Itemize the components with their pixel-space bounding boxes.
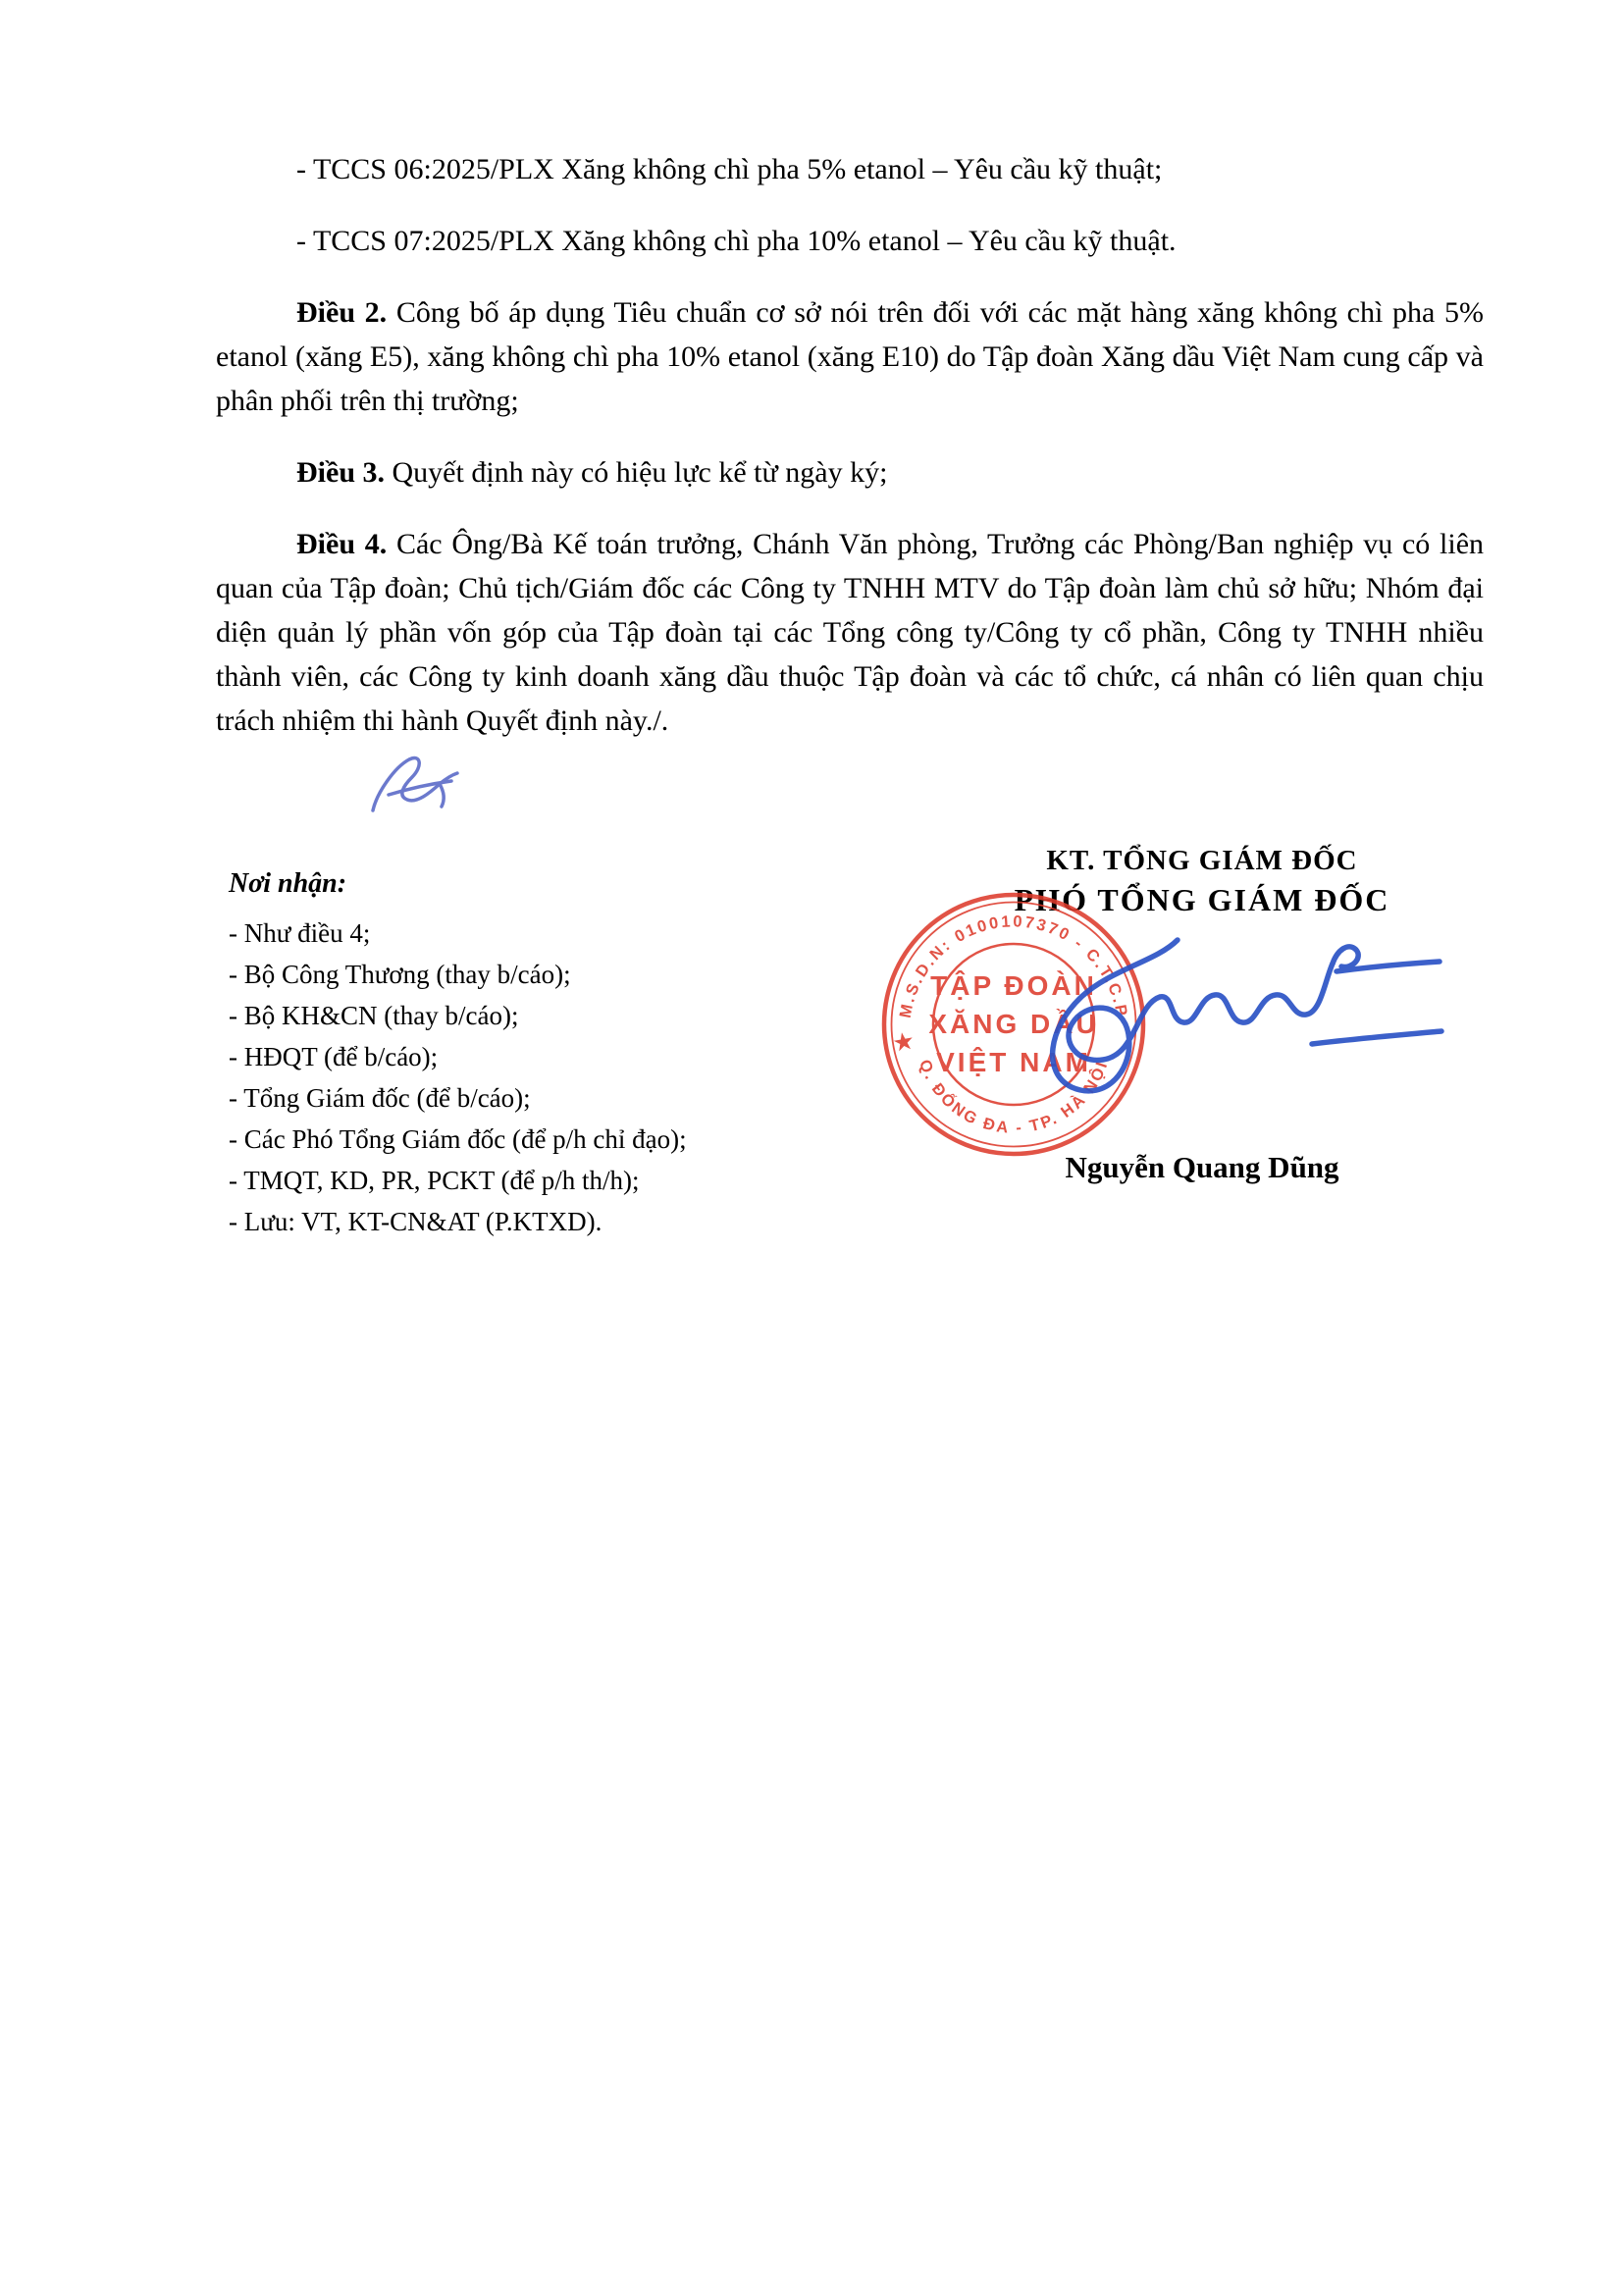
recipient-item: - Lưu: VT, KT-CN&AT (P.KTXD). bbox=[229, 1207, 602, 1236]
recipient-item: - Các Phó Tổng Giám đốc (để p/h chỉ đạo); bbox=[229, 1124, 687, 1154]
article-3-label: Điều 3. bbox=[296, 456, 385, 489]
article-4-label: Điều 4. bbox=[296, 528, 388, 560]
seal-center-line3: VIỆT NAM bbox=[936, 1047, 1091, 1077]
recipient-item: - HĐQT (để b/cáo); bbox=[229, 1042, 439, 1071]
document-body bbox=[216, 147, 1484, 743]
seal-center-line1: TẬP ĐOÀN bbox=[930, 970, 1097, 1001]
recipient-item: - Bộ KH&CN (thay b/cáo); bbox=[229, 1001, 519, 1030]
signature-scrawl bbox=[1021, 911, 1452, 1107]
signature-loops-stroke bbox=[1053, 940, 1333, 1091]
tccs-item-2: - TCCS 07:2025/PLX Xăng không chì pha 10% etanol – Yêu cầu kỹ thuật. bbox=[296, 225, 1177, 257]
article-3-text: Quyết định này có hiệu lực kể từ ngày ký; bbox=[392, 456, 888, 489]
tccs-item-1: - TCCS 06:2025/PLX Xăng không chì pha 5% etanol – Yêu cầu kỹ thuật; bbox=[296, 153, 1163, 185]
signature-underline-stroke bbox=[1312, 1031, 1441, 1044]
recipient-item: - TMQT, KD, PR, PCKT (để p/h th/h); bbox=[229, 1166, 640, 1195]
article-2-label: Điều 2. bbox=[296, 296, 388, 329]
recipient-item: - Tổng Giám đốc (để b/cáo); bbox=[229, 1083, 531, 1113]
recipients-heading: Nơi nhận: bbox=[229, 868, 347, 899]
recipient-item: - Bộ Công Thương (thay b/cáo); bbox=[229, 960, 571, 989]
signature-title-line1: KT. TỔNG GIÁM ĐỐC bbox=[1046, 845, 1358, 876]
signer-name: Nguyễn Quang Dũng bbox=[1065, 1150, 1339, 1184]
article-3 bbox=[216, 450, 1484, 495]
initials-tail-stroke bbox=[440, 784, 444, 807]
initials-scrawl bbox=[365, 738, 473, 821]
seal-ring-bottom-textpath: Q. ĐỐNG ĐA - TP. HÀ NỘI bbox=[915, 1057, 1112, 1137]
recipients-list bbox=[229, 913, 778, 1242]
seal-center-line2: XĂNG DẦU bbox=[928, 1009, 1099, 1039]
article-2 bbox=[216, 290, 1484, 423]
seal-ring-top-textpath: M.S.D.N: 0100107370 - C.T.C.P bbox=[896, 913, 1131, 1020]
signature-flourish-stroke bbox=[1333, 947, 1358, 967]
seal-star-icon: ★ bbox=[891, 1027, 916, 1056]
recipients-section bbox=[229, 867, 778, 1242]
article-2-text: Công bố áp dụng Tiêu chuẩn cơ sở nói trên đối với các mặt hàng xăng không chì pha 5% etanol (xăng E5), xăng không chì pha 10% etanol (xăng E10) do Tập đoàn Xăng dầu Việt Nam cung cấp và phân phối trên thị trường; bbox=[216, 296, 1484, 417]
signature-title-line2: PHÓ TỔNG GIÁM ĐỐC bbox=[1014, 882, 1390, 917]
article-4 bbox=[216, 522, 1484, 743]
article-4-text: Các Ông/Bà Kế toán trưởng, Chánh Văn phòng, Trưởng các Phòng/Ban nghiệp vụ có liên quan của Tập đoàn; Chủ tịch/Giám đốc các Công ty TNHH MTV do Tập đoàn làm chủ sở hữu; Nhóm đại diện quản lý phần vốn góp của Tập đoàn tại các Tổng công ty/Công ty cổ phần, Công ty TNHH nhiều thành viên, các Công ty kinh doanh xăng dầu thuộc Tập đoàn và các tổ chức, cá nhân có liên quan chịu trách nhiệm thi hành Quyết định này./. bbox=[216, 528, 1485, 737]
recipient-item: - Như điều 4; bbox=[229, 918, 371, 948]
